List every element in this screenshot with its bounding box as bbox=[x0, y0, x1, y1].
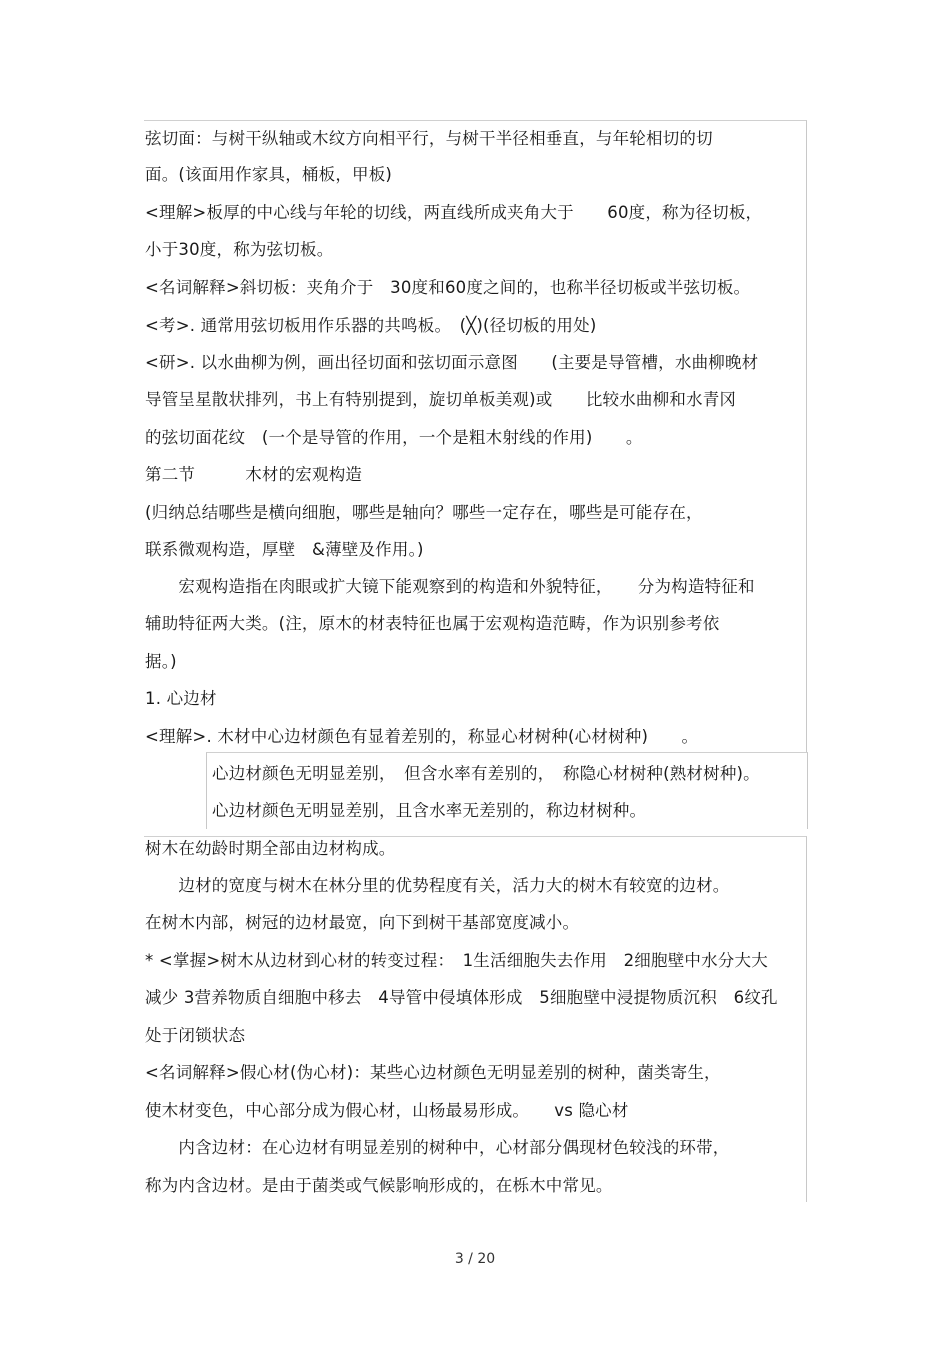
text-line: 使木材变色，中心部分成为假心材，山杨最易形成。 vs 隐心材 bbox=[145, 1101, 629, 1120]
text-line: (归纳总结哪些是横向细胞，哪些是轴向？哪些一定存在，哪些是可能存在， bbox=[145, 503, 703, 522]
text-line: 1. 心边材 bbox=[145, 689, 217, 708]
text-line: <研>. 以水曲柳为例，画出径切面和弦切面示意图 (主要是导管槽，水曲柳晚材 bbox=[145, 353, 759, 372]
text-line: 第二节 木材的宏观构造 bbox=[145, 465, 363, 484]
text-line: 的弦切面花纹 (一个是导管的作用，一个是粗木射线的作用) 。 bbox=[145, 428, 643, 447]
text-line: 宏观构造指在肉眼或扩大镜下能观察到的构造和外貌特征， 分为构造特征和 bbox=[145, 577, 755, 596]
text-line: 联系微观构造，厚壁 &薄壁及作用。) bbox=[145, 540, 424, 559]
text-line: 称为内含边材。是由于菌类或气候影响形成的，在栎木中常见。 bbox=[145, 1176, 613, 1195]
text-line: * <掌握>树木从边材到心材的转变过程： 1生活细胞失去作用 2细胞壁中水分大大 bbox=[145, 951, 768, 970]
text-line: <考>. 通常用弦切板用作乐器的共鸣板。 (╳)(径切板的用处) bbox=[145, 316, 597, 335]
text-line: <名词解释>斜切板：夹角介于 30度和60度之间的，也称半径切板或半弦切板。 bbox=[145, 278, 751, 297]
text-line: <理解>. 木材中心边材颜色有显着差别的，称显心材树种(心材树种) 。 bbox=[145, 727, 699, 746]
text-line: 弦切面：与树干纵轴或木纹方向相平行，与树干半径相垂直，与年轮相切的切 bbox=[145, 129, 713, 148]
page-number: 3 / 20 bbox=[454, 1251, 496, 1267]
text-line: 心边材颜色无明显差别， 但含水率有差别的， 称隐心材树种(熟材树种)。 bbox=[212, 764, 760, 783]
text-line: 树木在幼龄时期全部由边材构成。 bbox=[145, 839, 396, 858]
text-line: 小于30度，称为弦切板。 bbox=[145, 240, 334, 259]
text-line: 在树木内部，树冠的边材最宽，向下到树干基部宽度减小。 bbox=[145, 913, 580, 932]
text-line: 导管呈星散状排列，书上有特别提到，旋切单板美观)或 比较水曲柳和水青冈 bbox=[145, 390, 737, 409]
text-line: 据。) bbox=[145, 652, 177, 671]
text-line: 心边材颜色无明显差别，且含水率无差别的，称边材树种。 bbox=[212, 801, 647, 820]
text-line: <名词解释>假心材(伪心材)：某些心边材颜色无明显差别的树种，菌类寄生， bbox=[145, 1063, 721, 1082]
text-line: 辅助特征两大类。(注，原木的材表特征也属于宏观构造范畴，作为识别参考依 bbox=[145, 614, 720, 633]
text-line: 减少 3营养物质自细胞中移去 4导管中侵填体形成 5细胞壁中浸提物质沉积 6纹孔 bbox=[145, 988, 778, 1007]
text-line: 处于闭锁状态 bbox=[145, 1026, 246, 1045]
text-line: 内含边材：在心边材有明显差别的树种中，心材部分偶现材色较浅的环带， bbox=[145, 1138, 730, 1157]
text-line: 边材的宽度与树木在林分里的优势程度有关，活力大的树木有较宽的边材。 bbox=[145, 876, 730, 895]
text-line: 面。(该面用作家具，桶板，甲板) bbox=[145, 165, 393, 184]
text-line: <理解>板厚的中心线与年轮的切线，两直线所成夹角大于 60度，称为径切板， bbox=[145, 203, 763, 222]
